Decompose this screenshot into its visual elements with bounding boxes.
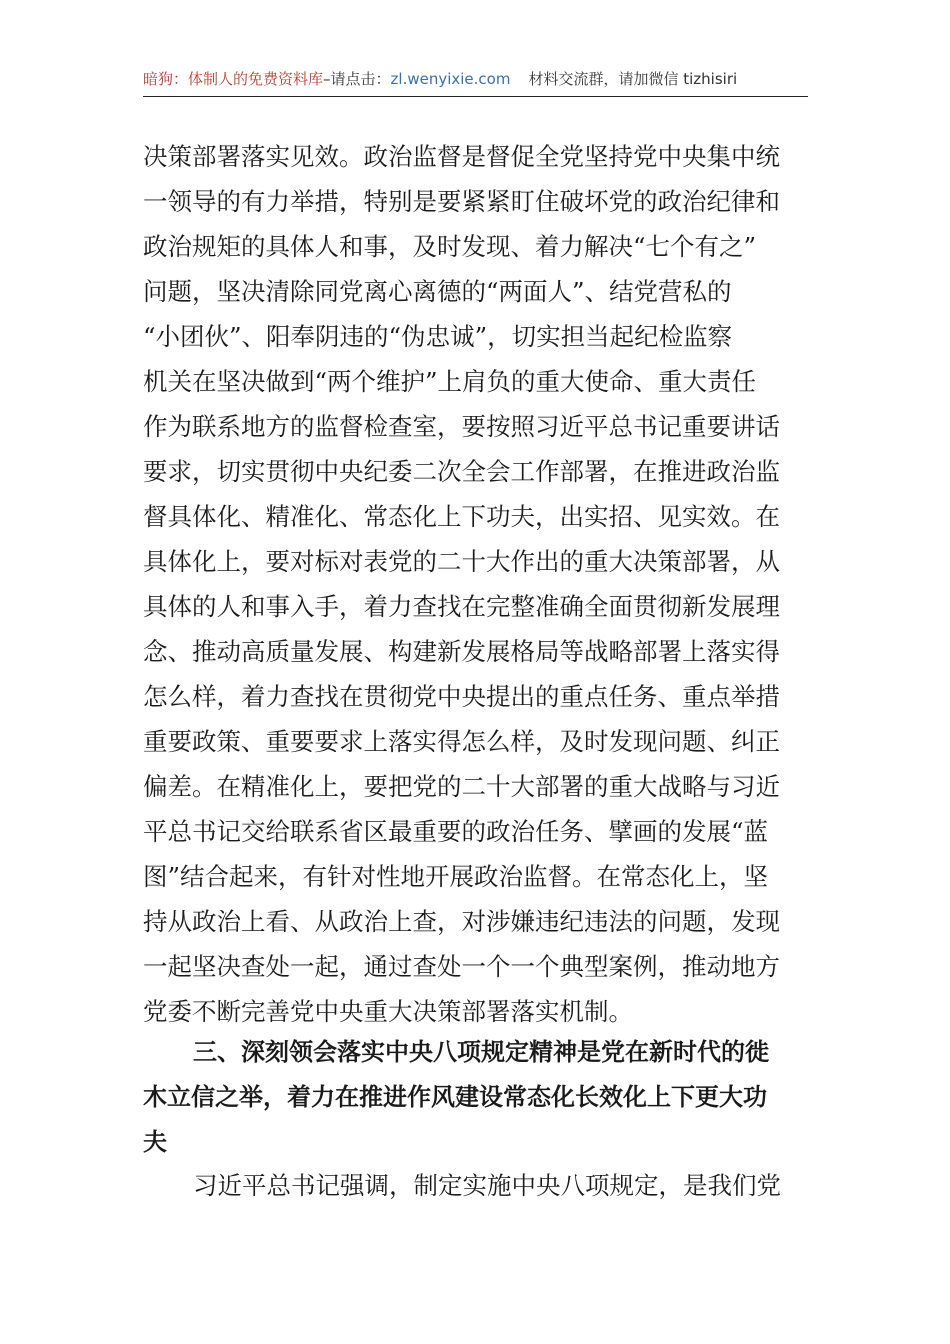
heading-line: 夫	[143, 1128, 167, 1156]
paragraph-line: 机关在坚决做到“两个维护”上肩负的重大使命、重大责任	[143, 367, 757, 396]
paragraph-line: 党委不断完善党中央重大决策部署落实机制。	[143, 997, 633, 1026]
paragraph-line: 一起坚决查处一起，通过查处一个一个典型案例，推动地方	[143, 952, 780, 981]
body-paragraph	[143, 134, 813, 1034]
heading-line: 三、深刻领会落实中央八项规定精神是党在新时代的徙	[193, 1038, 769, 1066]
paragraph-line: 要求，切实贯彻中央纪委二次全会工作部署，在推进政治监	[143, 457, 780, 486]
paragraph-line: 重要政策、重要要求上落实得怎么样，及时发现问题、纠正	[143, 727, 780, 756]
page-header	[143, 68, 808, 97]
paragraph-line: “小团伙”、阳奉阴违的“伪忠诚”，切实担当起纪检监察	[143, 322, 733, 351]
paragraph-line: 偏差。在精准化上，要把党的二十大部署的重大战略与习近	[143, 772, 780, 801]
paragraph-line: 持从政治上看、从政治上查，对涉嫌违纪违法的问题，发现	[143, 907, 780, 936]
paragraph-line: 作为联系地方的监督检查室，要按照习近平总书记重要讲话	[143, 412, 780, 441]
section-heading	[143, 1030, 813, 1165]
paragraph-line: 怎么样，着力查找在贯彻党中央提出的重点任务、重点举措	[143, 682, 780, 711]
paragraph-line: 具体化上，要对标对表党的二十大作出的重大决策部署，从	[143, 547, 780, 576]
header-link[interactable]: zl.wenyixie.com	[390, 70, 511, 88]
paragraph-line: 一领导的有力举措，特别是要紧紧盯住破坏党的政治纪律和	[143, 187, 780, 216]
paragraph-line: 习近平总书记强调，制定实施中央八项规定，是我们党	[193, 1171, 781, 1200]
paragraph-line: 具体的人和事入手，着力查找在完整准确全面贯彻新发展理	[143, 592, 780, 621]
paragraph-line: 督具体化、精准化、常态化上下功夫，出实招、见实效。在	[143, 502, 780, 531]
paragraph-line: 图”结合起来，有针对性地开展政治监督。在常态化上，坚	[143, 862, 769, 891]
header-click-prompt: –请点击：	[323, 70, 391, 88]
paragraph-line: 念、推动高质量发展、构建新发展格局等战略部署上落实得	[143, 637, 780, 666]
paragraph-line: 决策部署落实见效。政治监督是督促全党坚持党中央集中统	[143, 142, 780, 171]
heading-line: 木立信之举，着力在推进作风建设常态化长效化上下更大功	[143, 1083, 767, 1111]
next-paragraph	[143, 1163, 813, 1208]
paragraph-line: 平总书记交给联系省区最重要的政治任务、擘画的发展“蓝	[143, 817, 769, 846]
paragraph-line: 政治规矩的具体人和事，及时发现、着力解决“七个有之”	[143, 232, 757, 261]
paragraph-line: 问题，坚决清除同党离心离德的“两面人”、结党营私的	[143, 277, 732, 306]
header-wechat-note: 材料交流群，请加微信 tizhisiri	[528, 70, 738, 88]
header-brand: 暗狗：体制人的免费资料库	[143, 70, 324, 88]
